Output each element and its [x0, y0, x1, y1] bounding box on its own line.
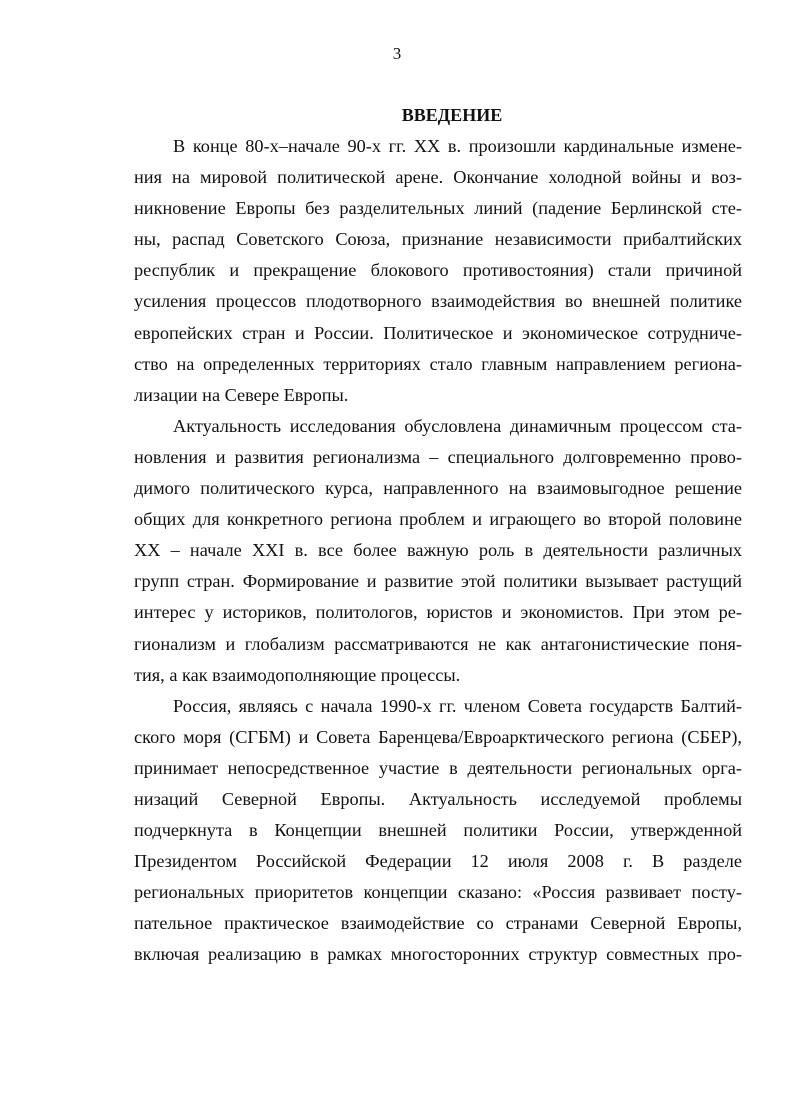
text-line: Россия, являясь с начала 1990-х гг. членом Совета государств Балтий-	[173, 695, 742, 716]
text-line: принимает непосредственное участие в деятельности региональных орга-	[134, 757, 742, 778]
text-line: ния на мировой политической арене. Окончание холодной войны и воз-	[134, 167, 742, 188]
paragraph-introduction-context	[134, 131, 742, 411]
text-line: подчеркнута в Концепции внешней политики России, утвержденной	[134, 820, 742, 841]
text-line: гионализм и глобализм рассматриваются не как антагонистические поня-	[134, 633, 742, 654]
text-line: включая реализацию в рамках многосторонних структур совместных про-	[134, 944, 742, 965]
page-number: 3	[392, 44, 402, 63]
text-line: XX – начале XXI в. все более важную роль в деятельности различных	[134, 540, 742, 561]
paragraph-relevance	[134, 411, 742, 691]
text-line: интерес у историков, политологов, юристов и экономистов. При этом ре-	[134, 602, 742, 623]
text-line: усиления процессов плодотворного взаимодействия во внешней политике	[134, 291, 742, 312]
text-line: региональных приоритетов концепции сказано: «Россия развивает посту-	[134, 882, 742, 903]
text-line: В конце 80-х–начале 90-х гг. XX в. произошли кардинальные измене-	[173, 136, 742, 156]
text-line: тия, а как взаимодополняющие процессы.	[134, 664, 461, 685]
text-line: низаций Северной Европы. Актуальность исследуемой проблемы	[134, 788, 742, 809]
text-line: новления и развития регионализма – специального долговременно прово-	[134, 446, 742, 467]
text-line: ского моря (СГБМ) и Совета Баренцева/Евроарктического региона (СБЕР),	[134, 726, 742, 747]
text-line: димого политического курса, направленного на взаимовыгодное решение	[134, 478, 742, 499]
text-line: европейских стран и России. Политическое и экономическое сотрудниче-	[134, 322, 742, 343]
text-line: лизации на Севере Европы.	[134, 384, 349, 405]
text-line: общих для конкретного региона проблем и играющего во второй половине	[134, 509, 742, 530]
page-title: ВВЕДЕНИЕ	[401, 105, 503, 125]
text-line: ство на определенных территориях стало главным направлением регионa-	[134, 353, 742, 374]
text-line: групп стран. Формирование и развитие этой политики вызывает растущий	[134, 571, 742, 592]
text-line: Актуальность исследования обусловлена динамичным процессом ста-	[173, 415, 742, 436]
text-line: ны, распад Советского Союза, признание независимости прибалтийских	[134, 229, 742, 250]
body-text	[134, 131, 742, 971]
text-line: пательное практическое взаимодействие со странами Северной Европы,	[134, 913, 742, 934]
paragraph-russia-participation	[134, 691, 742, 971]
text-line: Президентом Российской Федерации 12 июля 2008 г. В разделе	[134, 851, 742, 872]
text-line: никновение Европы без разделительных линий (падение Берлинской сте-	[134, 198, 742, 219]
text-line: республик и прекращение блокового противостояния) стали причиной	[134, 260, 742, 281]
